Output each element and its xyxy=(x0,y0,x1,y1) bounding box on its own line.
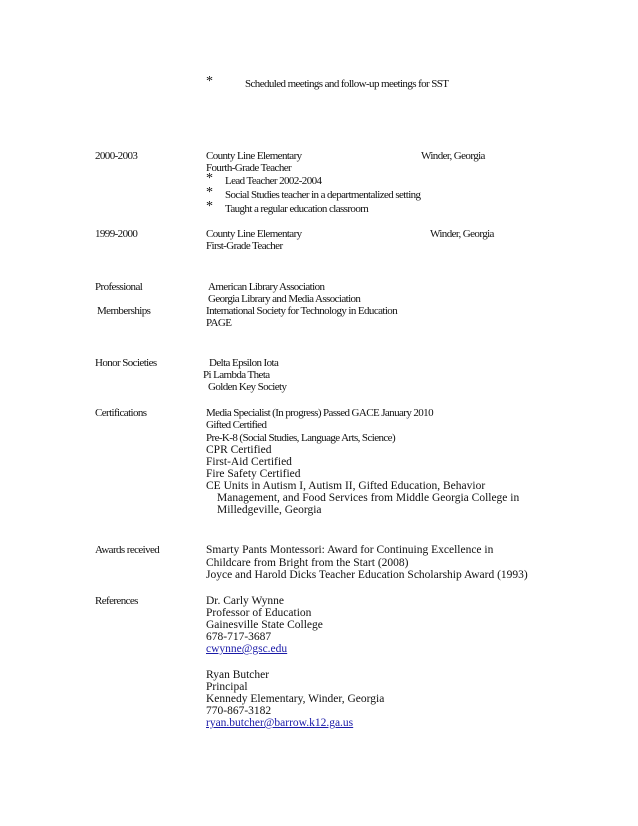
certification-item: Gifted Certified xyxy=(206,419,267,431)
job2-school: County Line Elementary xyxy=(206,228,302,240)
reference-phone: 770-867-3182 xyxy=(206,705,272,717)
memberships-label: Memberships xyxy=(97,305,151,317)
reference-name: Dr. Carly Wynne xyxy=(206,595,284,607)
honor-item: Delta Epsilon Iota xyxy=(209,357,279,369)
sst-meetings-item: Scheduled meetings and follow-up meetings for SST xyxy=(245,78,449,90)
bullet-icon: * xyxy=(206,171,213,186)
award-item: Childcare from Bright from the Start (2008) xyxy=(206,557,409,569)
reference-email-link[interactable]: ryan.butcher@barrow.k12.ga.us xyxy=(206,717,354,729)
bullet-icon: * xyxy=(206,74,213,89)
job1-years: 2000-2003 xyxy=(95,150,138,162)
certification-item: Milledgeville, Georgia xyxy=(217,504,322,516)
honor-label: Honor Societies xyxy=(95,357,157,369)
certification-item: Fire Safety Certified xyxy=(206,468,301,480)
bullet-icon: * xyxy=(206,199,213,214)
reference-phone: 678-717-3687 xyxy=(206,631,272,643)
job1-school: County Line Elementary xyxy=(206,150,302,162)
reference-title: Professor of Education xyxy=(206,607,312,619)
membership-item: International Society for Technology in Education xyxy=(206,305,398,317)
job1-location: Winder, Georgia xyxy=(421,150,485,162)
certification-item: Pre-K-8 (Social Studies, Language Arts, Science) xyxy=(206,432,396,444)
certifications-label: Certifications xyxy=(95,407,147,419)
references-label: References xyxy=(95,595,138,607)
membership-item: PAGE xyxy=(206,317,232,329)
award-item: Joyce and Harold Dicks Teacher Education Scholarship Award (1993) xyxy=(206,569,528,581)
job2-years: 1999-2000 xyxy=(95,228,138,240)
certification-item: Media Specialist (In progress) Passed GACE January 2010 xyxy=(206,407,433,419)
reference-org: Kennedy Elementary, Winder, Georgia xyxy=(206,693,385,705)
job1-bullet-item: Lead Teacher 2002-2004 xyxy=(225,175,322,187)
honor-item: Golden Key Society xyxy=(208,381,287,393)
job2-location: Winder, Georgia xyxy=(430,228,494,240)
honor-item: Pi Lambda Theta xyxy=(203,369,270,381)
reference-org: Gainesville State College xyxy=(206,619,323,631)
membership-item: Georgia Library and Media Association xyxy=(208,293,361,305)
job2-title: First-Grade Teacher xyxy=(206,240,283,252)
reference-email-link[interactable]: cwynne@gsc.edu xyxy=(206,643,288,655)
job1-bullet-item: Taught a regular education classroom xyxy=(225,203,369,215)
reference-title: Principal xyxy=(206,681,248,693)
certification-item: Management, and Food Services from Middle Georgia College in xyxy=(217,492,520,504)
reference-name: Ryan Butcher xyxy=(206,669,270,681)
job1-title: Fourth-Grade Teacher xyxy=(206,162,292,174)
certification-item: First-Aid Certified xyxy=(206,456,292,468)
certification-item: CE Units in Autism I, Autism II, Gifted Education, Behavior xyxy=(206,480,486,492)
bullet-icon: * xyxy=(206,185,213,200)
job1-bullet-item: Social Studies teacher in a departmentalized setting xyxy=(225,189,421,201)
certification-item: CPR Certified xyxy=(206,444,272,456)
award-item: Smarty Pants Montessori: Award for Continuing Excellence in xyxy=(206,544,494,556)
membership-item: American Library Association xyxy=(208,281,325,293)
awards-label: Awards received xyxy=(95,544,160,556)
memberships-label: Professional xyxy=(95,281,143,293)
